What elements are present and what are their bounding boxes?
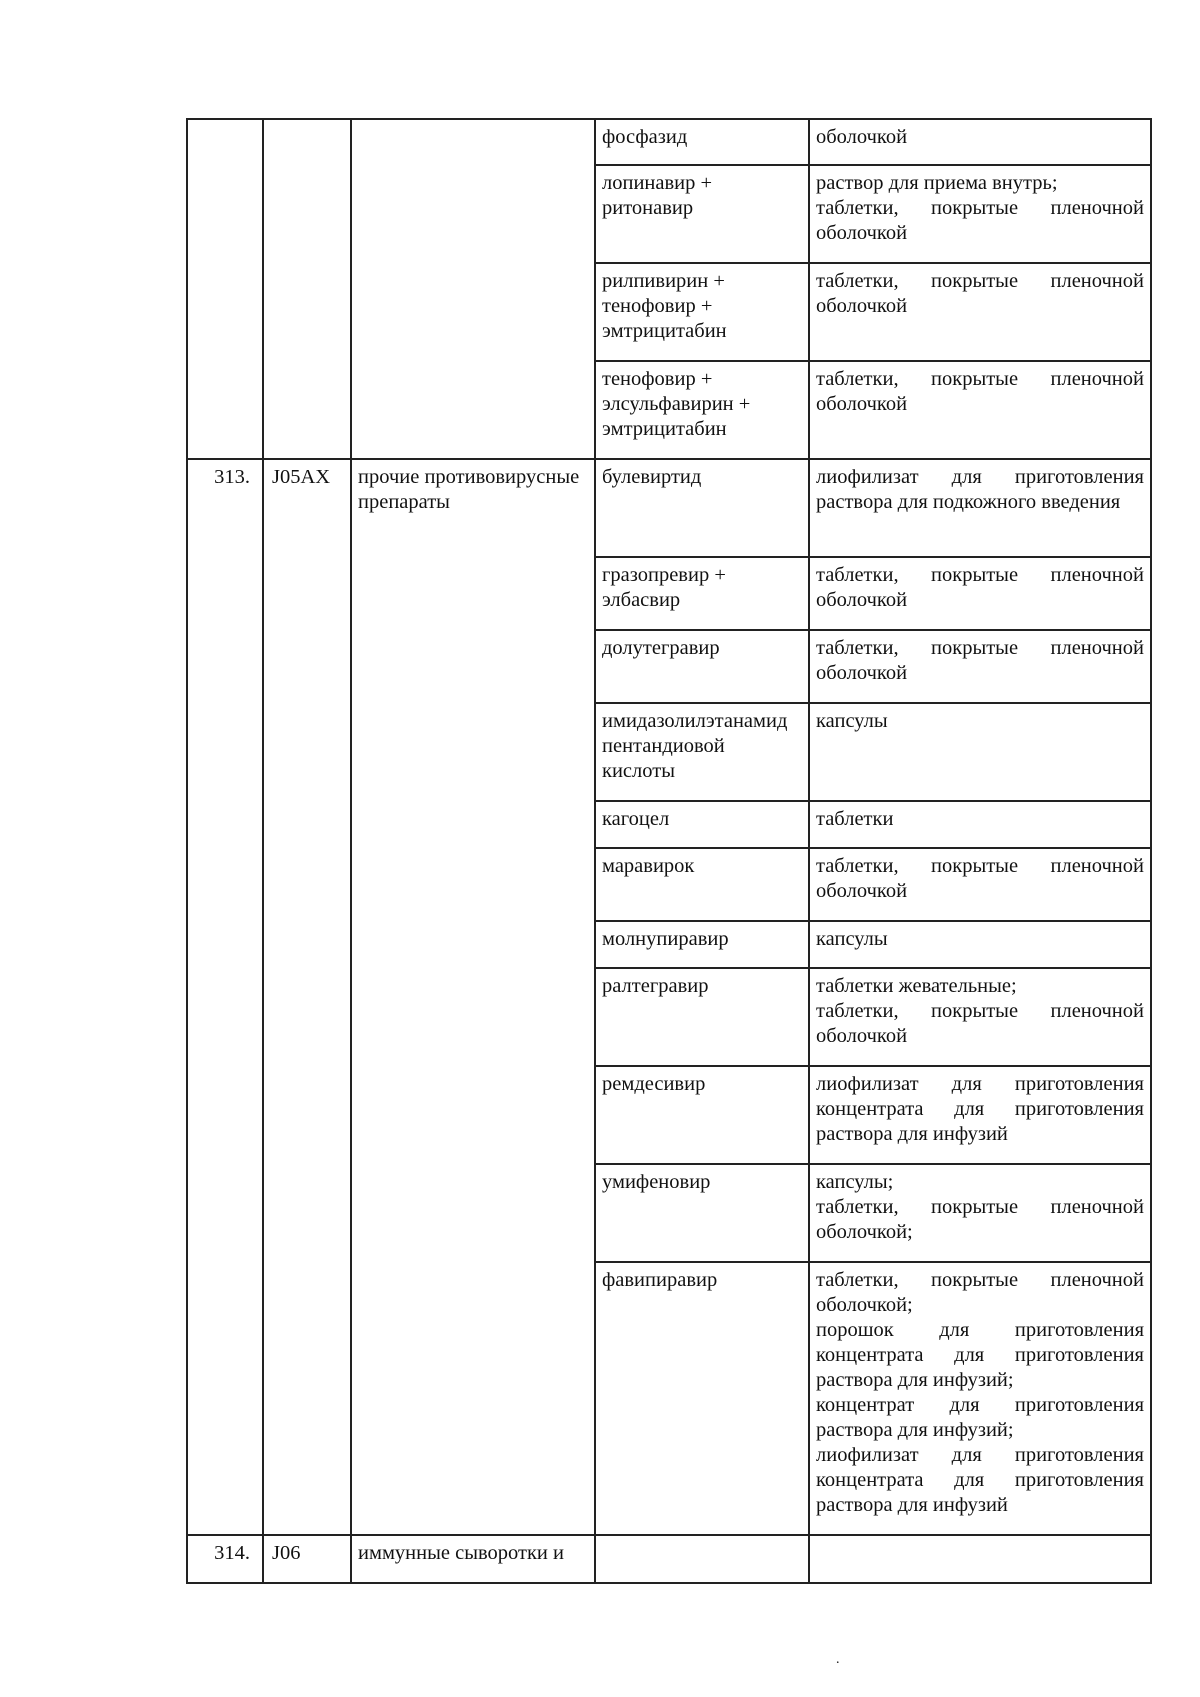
table-row bbox=[187, 921, 1151, 968]
drug-registry-table bbox=[186, 118, 1152, 1584]
group-name bbox=[351, 1066, 595, 1164]
dosage-form: раствор для приема внутрь; таблетки, покрытые пленочной оболочкой bbox=[809, 165, 1151, 263]
atc-code bbox=[263, 703, 351, 801]
table-row bbox=[187, 1262, 1151, 1535]
drug-name: маравирок bbox=[595, 848, 809, 921]
row-number bbox=[187, 801, 263, 848]
dosage-form: таблетки bbox=[809, 801, 1151, 848]
dosage-form: таблетки, покрытые пленочной оболочкой; порошок для приготовления концентрата для приготовления раствора для инфузий; концентрат для приготовления раствора для инфузий; лиофилизат для приготовления концентрата для приготовления раствора для инфузий bbox=[809, 1262, 1151, 1535]
table-row bbox=[187, 557, 1151, 630]
dosage-form: оболочкой bbox=[809, 119, 1151, 165]
row-number bbox=[187, 1066, 263, 1164]
drug-name: умифеновир bbox=[595, 1164, 809, 1262]
atc-code: J05AX bbox=[263, 459, 351, 557]
group-name bbox=[351, 1262, 595, 1535]
group-name bbox=[351, 921, 595, 968]
table-row bbox=[187, 968, 1151, 1066]
dosage-form: капсулы bbox=[809, 921, 1151, 968]
group-name bbox=[351, 630, 595, 703]
group-name bbox=[351, 119, 595, 165]
row-number bbox=[187, 1262, 263, 1535]
row-number bbox=[187, 630, 263, 703]
dosage-form: таблетки, покрытые пленочной оболочкой bbox=[809, 263, 1151, 361]
dosage-form: таблетки, покрытые пленочной оболочкой bbox=[809, 630, 1151, 703]
dosage-form: капсулы bbox=[809, 703, 1151, 801]
drug-name: ралтегравир bbox=[595, 968, 809, 1066]
footer-mark: . bbox=[836, 1652, 840, 1667]
table-row bbox=[187, 801, 1151, 848]
drug-name: кагоцел bbox=[595, 801, 809, 848]
atc-code: J06 bbox=[263, 1535, 351, 1583]
table-row bbox=[187, 1164, 1151, 1262]
drug-name bbox=[595, 1535, 809, 1583]
table-row bbox=[187, 119, 1151, 165]
row-number bbox=[187, 263, 263, 361]
dosage-form bbox=[809, 1535, 1151, 1583]
row-number: 314. bbox=[187, 1535, 263, 1583]
group-name bbox=[351, 1164, 595, 1262]
table-row bbox=[187, 703, 1151, 801]
drug-name: тенофовир + элсульфавирин + эмтрицитабин bbox=[595, 361, 809, 459]
drug-name: гразопревир + элбасвир bbox=[595, 557, 809, 630]
atc-code bbox=[263, 361, 351, 459]
group-name bbox=[351, 263, 595, 361]
dosage-form: таблетки, покрытые пленочной оболочкой bbox=[809, 557, 1151, 630]
table-row bbox=[187, 630, 1151, 703]
dosage-form: лиофилизат для приготовления раствора для подкожного введения bbox=[809, 459, 1151, 557]
table-row bbox=[187, 361, 1151, 459]
atc-code bbox=[263, 630, 351, 703]
group-name: прочие противовирусные препараты bbox=[351, 459, 595, 557]
drug-name: рилпивирин + тенофовир + эмтрицитабин bbox=[595, 263, 809, 361]
drug-name: лопинавир + ритонавир bbox=[595, 165, 809, 263]
atc-code bbox=[263, 1066, 351, 1164]
group-name bbox=[351, 361, 595, 459]
atc-code bbox=[263, 848, 351, 921]
row-number bbox=[187, 848, 263, 921]
row-number bbox=[187, 1164, 263, 1262]
atc-code bbox=[263, 1164, 351, 1262]
row-number: 313. bbox=[187, 459, 263, 557]
group-name bbox=[351, 703, 595, 801]
atc-code bbox=[263, 801, 351, 848]
dosage-form: лиофилизат для приготовления концентрата для приготовления раствора для инфузий bbox=[809, 1066, 1151, 1164]
atc-code bbox=[263, 921, 351, 968]
drug-name: имидазолилэтанамид пентандиовой кислоты bbox=[595, 703, 809, 801]
group-name bbox=[351, 165, 595, 263]
row-number bbox=[187, 703, 263, 801]
drug-name: ремдесивир bbox=[595, 1066, 809, 1164]
row-number bbox=[187, 968, 263, 1066]
group-name bbox=[351, 557, 595, 630]
dosage-form: таблетки жевательные; таблетки, покрытые пленочной оболочкой bbox=[809, 968, 1151, 1066]
drug-name: долутегравир bbox=[595, 630, 809, 703]
table-row bbox=[187, 459, 1151, 557]
table-row bbox=[187, 263, 1151, 361]
drug-name: молнупиравир bbox=[595, 921, 809, 968]
table-row bbox=[187, 848, 1151, 921]
atc-code bbox=[263, 165, 351, 263]
dosage-form: таблетки, покрытые пленочной оболочкой bbox=[809, 361, 1151, 459]
row-number bbox=[187, 361, 263, 459]
atc-code bbox=[263, 119, 351, 165]
dosage-form: капсулы; таблетки, покрытые пленочной оболочкой; bbox=[809, 1164, 1151, 1262]
row-number bbox=[187, 557, 263, 630]
drug-name: фавипиравир bbox=[595, 1262, 809, 1535]
group-name: иммунные сыворотки и bbox=[351, 1535, 595, 1583]
row-number bbox=[187, 921, 263, 968]
row-number bbox=[187, 119, 263, 165]
drug-name: фосфазид bbox=[595, 119, 809, 165]
atc-code bbox=[263, 263, 351, 361]
atc-code bbox=[263, 968, 351, 1066]
table-row bbox=[187, 165, 1151, 263]
atc-code bbox=[263, 1262, 351, 1535]
drug-name: булевиртид bbox=[595, 459, 809, 557]
atc-code bbox=[263, 557, 351, 630]
table-row bbox=[187, 1066, 1151, 1164]
table-row bbox=[187, 1535, 1151, 1583]
group-name bbox=[351, 801, 595, 848]
dosage-form: таблетки, покрытые пленочной оболочкой bbox=[809, 848, 1151, 921]
group-name bbox=[351, 968, 595, 1066]
row-number bbox=[187, 165, 263, 263]
group-name bbox=[351, 848, 595, 921]
